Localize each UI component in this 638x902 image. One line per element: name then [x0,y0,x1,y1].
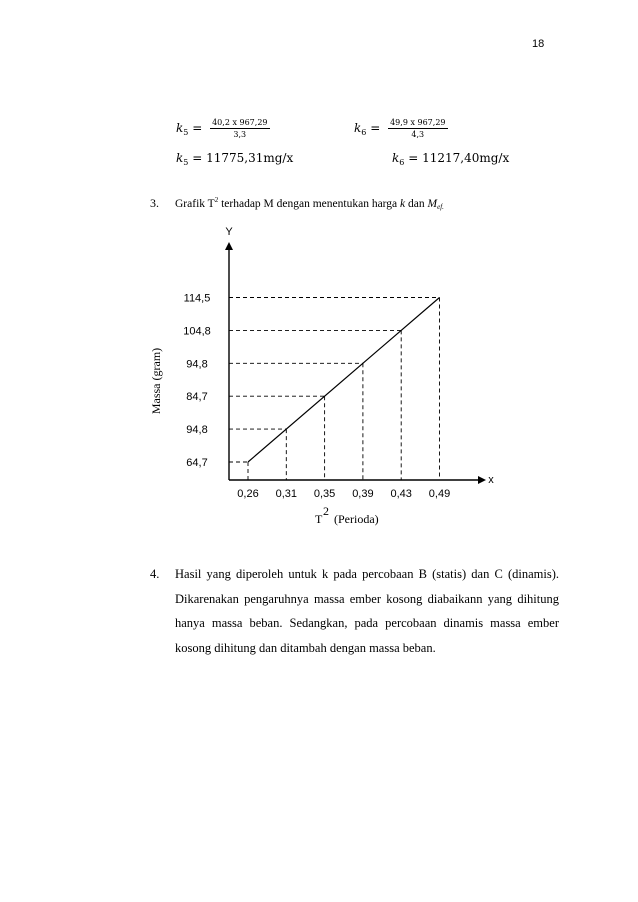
k5-result-equals: = [192,151,203,165]
x-tick-label: 0,26 [237,488,259,500]
x-tick-label: 0,43 [390,488,412,500]
page-number: 18 [532,38,545,50]
k6-numerator: 49,9 x 967,29 [390,118,446,127]
k6-denominator: 4,3 [411,130,425,139]
k5-symbol: k [176,121,184,135]
x-tick-label: 0,49 [428,488,451,500]
y-tick-label: 94,8 [186,358,208,371]
y-tick-label: 64,7 [186,457,208,469]
x-axis-letter: x [488,474,494,486]
y-axis-letter: Y [225,226,233,238]
item3-text-mid: terhadap M dengan menentukan harga [218,197,401,210]
k6-result-equals: = [408,151,419,165]
item3-text-before: Grafik T [175,197,215,210]
k5-numerator: 40,2 x 967,29 [212,118,268,127]
k6-result: 11217,40mg/x [422,151,510,165]
y-tick-label: 94,8 [186,424,208,437]
item3-m: M [427,197,438,210]
x-tick-label: 0,31 [275,488,298,500]
x-tick-label: 0,35 [313,488,336,500]
k6-subscript: 6 [361,128,367,137]
x-tick-label: 0,39 [352,488,374,500]
k5-result: 11775,31mg/x [206,151,294,165]
x-axis-label-superscript: 2 [323,504,329,518]
k5-result-subscript: 5 [183,158,189,167]
k6-result-symbol: k [392,151,400,165]
k5-subscript: 5 [183,128,189,137]
k5-equals: = [192,121,203,135]
k6-equals: = [370,121,381,135]
item4-number: 4. [150,567,160,581]
item3-text-dan: dan [405,197,428,210]
item3-superscript: 2 [214,196,219,204]
y-tick-label: 114,5 [183,292,211,305]
item3-k: k [400,197,406,210]
k6-result-subscript: 6 [399,158,405,167]
x-axis-label-rest: (Perioda) [334,512,379,526]
y-tick-label: 104,8 [183,325,211,338]
k5-result-symbol: k [176,151,184,165]
k6-symbol: k [354,121,362,135]
item3-m-subscript: ef. [437,202,444,211]
item4-paragraph: Hasil yang diperoleh untuk k pada percobaan B (statis) dan C (dinamis). Dikarenakan pengaruhnya massa ember kosong diabaikann yang dihitung hanya massa beban. Sedangkan, pada percobaan dinamis massa ember kosong dihitung dan ditambah dengan massa beban. [175,567,559,655]
x-axis-label-main: T [315,512,323,526]
y-axis-label: Massa (gram) [149,347,163,415]
k5-denominator: 3,3 [233,130,247,139]
y-tick-label: 84,7 [186,391,208,404]
item3-number: 3. [150,196,159,210]
trend-line [248,298,440,463]
